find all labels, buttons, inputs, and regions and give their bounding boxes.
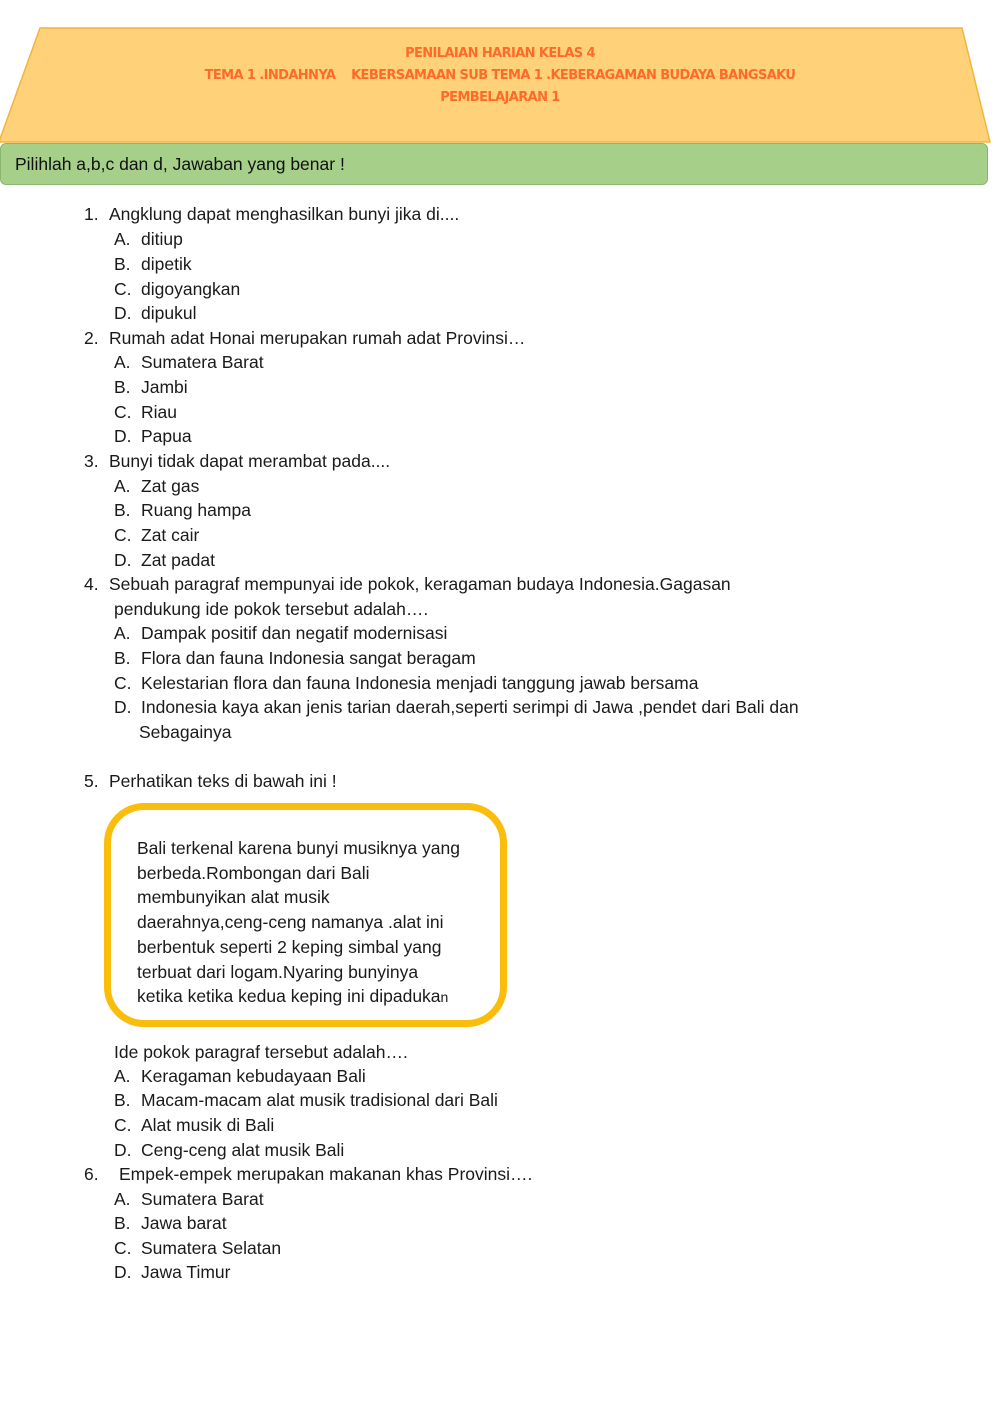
option-text: Riau [141, 402, 177, 422]
passage-line: membunyikan alat musik [137, 887, 330, 908]
option-letter: A. [114, 352, 131, 372]
option-letter: C. [114, 525, 132, 545]
option-text: Ceng-ceng alat musik Bali [141, 1140, 345, 1160]
header-title [0, 43, 1000, 109]
passage-line: terbuat dari logam.Nyaring bunyinya [137, 961, 419, 982]
option-letter: B. [114, 1213, 131, 1233]
option-letter: B. [114, 377, 131, 397]
option-letter: D. [114, 303, 132, 323]
question-text: Empek-empek merupakan makanan khas Provinsi…. [119, 1164, 533, 1184]
question-text: Angklung dapat menghasilkan bunyi jika di.... [109, 204, 460, 224]
passage-line: berbeda.Rombongan dari Bali [137, 862, 370, 883]
option-letter: D. [114, 1140, 132, 1160]
question-number: 1. [84, 204, 99, 224]
option-text: digoyangkan [141, 279, 241, 299]
option-letter: A. [114, 623, 131, 643]
option-text: Zat gas [141, 476, 200, 496]
option-text: Jawa barat [141, 1213, 227, 1233]
option-text: Papua [141, 426, 192, 446]
option-letter: C. [114, 279, 132, 299]
instruction-bar [0, 143, 988, 185]
question-number: 3. [84, 451, 99, 471]
passage-line: daerahnya,ceng-ceng namanya .alat ini [137, 912, 444, 933]
question-text-continued: pendukung ide pokok tersebut adalah…. [114, 599, 429, 619]
option-letter: C. [114, 1238, 132, 1258]
passage-line-tail: n [440, 989, 449, 1006]
option-text: Sumatera Selatan [141, 1238, 282, 1258]
option-text: Ruang hampa [141, 500, 251, 520]
option-text: Zat cair [141, 525, 200, 545]
passage-line: berbentuk seperti 2 keping simbal yang [137, 936, 442, 957]
question-number: 5. [84, 771, 99, 791]
question-text: Sebuah paragraf mempunyai ide pokok, keragaman budaya Indonesia.Gagasan [109, 574, 731, 594]
question-number: 4. [84, 574, 99, 594]
option-letter: D. [114, 697, 132, 717]
option-letter: B. [114, 500, 131, 520]
option-letter: A. [114, 1066, 131, 1086]
option-letter: A. [114, 1189, 131, 1209]
question-text: Bunyi tidak dapat merambat pada.... [109, 451, 391, 471]
reading-passage [137, 836, 497, 1010]
option-text: dipukul [141, 303, 197, 323]
question-text: Perhatikan teks di bawah ini ! [109, 771, 337, 791]
option-letter: C. [114, 673, 132, 693]
option-text: dipetik [141, 254, 192, 274]
question-number: 2. [84, 328, 99, 348]
option-letter: D. [114, 550, 132, 570]
passage-line: Bali terkenal karena bunyi musiknya yang [137, 838, 460, 858]
option-text: Indonesia kaya akan jenis tarian daerah,seperti serimpi di Jawa ,pendet dari Bali dan [141, 697, 799, 717]
question-4-continued [114, 597, 428, 621]
option-letter: B. [114, 254, 131, 274]
header-line-2: TEMA 1 .INDAHNYA KEBERSAMAAN SUB TEMA 1 .KEBERAGAMAN BUDAYA BANGSAKU [204, 68, 796, 83]
option-letter: D. [114, 426, 132, 446]
option-4d-continued [139, 720, 231, 744]
question-prompt: Ide pokok paragraf tersebut adalah…. [114, 1042, 408, 1062]
option-text: Kelestarian flora dan fauna Indonesia menjadi tanggung jawab bersama [141, 673, 699, 693]
question-text: Rumah adat Honai merupakan rumah adat Provinsi… [109, 328, 526, 348]
option-text: Sumatera Barat [141, 1189, 264, 1209]
question-5-prompt [114, 1040, 408, 1064]
option-text: Zat padat [141, 550, 215, 570]
option-letter: D. [114, 1262, 132, 1282]
option-letter: C. [114, 402, 132, 422]
option-letter: B. [114, 1090, 131, 1110]
option-text: Dampak positif dan negatif modernisasi [141, 623, 448, 643]
option-text: Sumatera Barat [141, 352, 264, 372]
option-text: Jawa Timur [141, 1262, 231, 1282]
option-text: ditiup [141, 229, 183, 249]
option-letter: A. [114, 476, 131, 496]
option-letter: B. [114, 648, 131, 668]
header-banner [0, 27, 1000, 144]
passage-line-text: ketika ketika kedua keping ini dipaduka [137, 986, 441, 1007]
option-text: Keragaman kebudayaan Bali [141, 1066, 366, 1086]
reading-passage-box [104, 803, 507, 1027]
option-text: Flora dan fauna Indonesia sangat beragam [141, 648, 476, 668]
passage-line [137, 984, 497, 1010]
option-letter: A. [114, 229, 131, 249]
instruction-text: Pilihlah a,b,c dan d, Jawaban yang benar ! [15, 154, 345, 174]
option-text: Macam-macam alat musik tradisional dari Bali [141, 1090, 498, 1110]
option-text: Jambi [141, 377, 188, 397]
option-text-continued: Sebagainya [139, 722, 232, 742]
option-letter: C. [114, 1115, 132, 1135]
header-line-3: PEMBELAJARAN 1 [440, 90, 560, 105]
option-text: Alat musik di Bali [141, 1115, 275, 1135]
question-number: 6. [84, 1164, 99, 1184]
header-line-1: PENILAIAN HARIAN KELAS 4 [405, 46, 595, 61]
